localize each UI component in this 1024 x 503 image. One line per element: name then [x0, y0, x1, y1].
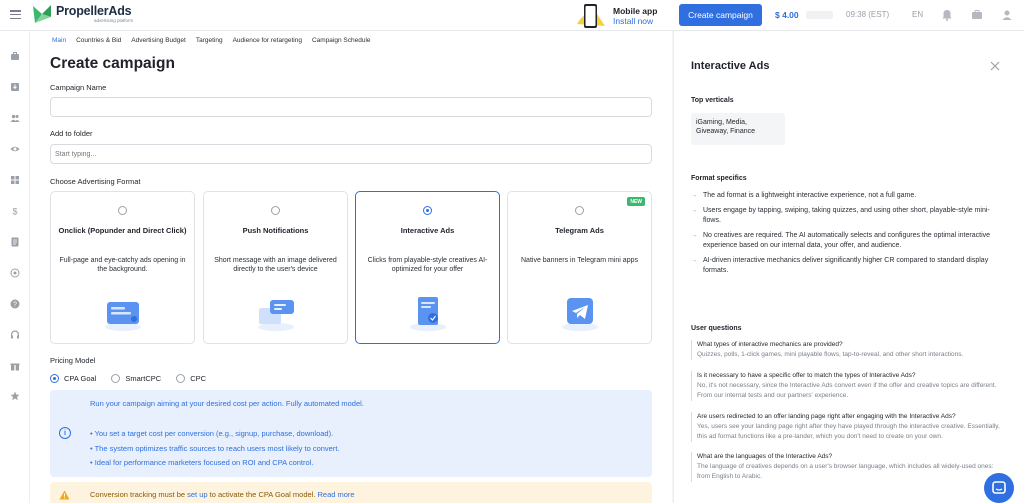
top-bar: [0, 0, 1024, 31]
pricing-option-label: SmartCPC: [125, 374, 162, 383]
info-item: • You set a target cost per conversion (e.g., signup, purchase, download).: [90, 429, 334, 438]
mobile-app-promo[interactable]: [575, 2, 657, 30]
install-now-link[interactable]: Install now: [613, 16, 654, 26]
push-illustration-icon: [254, 294, 298, 332]
folder-label: Add to folder: [50, 129, 93, 138]
logo-name: PropellerAds: [56, 4, 132, 18]
faq-answer: The language of creatives depends on a user's browser language, which includes all widely-used ones: from English to Arabic.: [697, 463, 994, 480]
format-label: Choose Advertising Format: [50, 177, 141, 186]
format-title: Telegram Ads: [555, 226, 604, 235]
pricing-model-label: Pricing Model: [50, 356, 96, 365]
format-info-panel: [673, 31, 1024, 503]
eye-icon[interactable]: [10, 144, 20, 154]
specific-item: → AI-driven interactive mechanics deliver significantly higher CR compared to standard display formats.: [691, 256, 1007, 277]
set-up-link[interactable]: set up: [187, 490, 208, 499]
panel-title: Interactive Ads: [691, 60, 770, 72]
radio-smartcpc[interactable]: [111, 374, 120, 383]
tab-targeting[interactable]: Targeting: [195, 37, 223, 44]
info-item: • The system optimizes traffic sources to reach users most likely to convert.: [90, 443, 340, 453]
grid-icon[interactable]: [10, 175, 20, 185]
main-content: [30, 31, 672, 503]
warning-box: [50, 482, 652, 503]
format-card-interactive[interactable]: [355, 191, 500, 344]
pricing-option-label: CPA Goal: [64, 374, 97, 383]
logo-icon: [31, 3, 53, 25]
format-radio-interactive[interactable]: [423, 206, 432, 215]
page-title: Create campaign: [50, 55, 175, 72]
logo[interactable]: [31, 3, 133, 25]
tab-bar: [52, 37, 371, 44]
briefcase-icon[interactable]: [10, 51, 20, 61]
document-icon[interactable]: [10, 237, 20, 247]
format-card-push[interactable]: [203, 191, 348, 344]
telegram-illustration-icon: [558, 294, 602, 332]
radio-cpa-goal[interactable]: [50, 374, 59, 383]
faq-question: What are the languages of the Interactive Ads?: [697, 453, 833, 460]
specific-item: → Users engage by tapping, swiping, taking quizzes, and using other short, playable-style mini-flows.: [691, 206, 1007, 227]
bell-icon[interactable]: [941, 9, 953, 21]
info-list: [90, 427, 340, 471]
menu-icon[interactable]: [10, 10, 21, 19]
pricing-info-box: [50, 390, 652, 477]
format-description: Clicks from playable-style creatives AI-optimized for your offer: [367, 257, 488, 274]
gift-icon[interactable]: [10, 361, 20, 371]
info-heading: Run your campaign aiming at your desired cost per action. Fully automated model.: [90, 399, 364, 408]
pricing-options: [50, 374, 221, 383]
format-card-onclick[interactable]: [50, 191, 195, 344]
pricing-option-smartcpc[interactable]: [111, 374, 161, 383]
format-title: Interactive Ads: [400, 226, 455, 235]
promo-title: Mobile app: [613, 5, 658, 16]
chat-button[interactable]: [984, 473, 1014, 503]
faq-answer: Yes, users see your landing page right after they have played through the interactive creative. Essentially, this ad format functions like a pre-lander, which you don't need to create on your own.: [697, 423, 1000, 440]
format-specifics-list: [691, 191, 1007, 281]
chat-icon: [984, 473, 1014, 503]
svg-text:?: ?: [13, 301, 17, 309]
format-description: Short message with an image delivered directly to the user's device: [214, 257, 337, 274]
tab-countries-bid[interactable]: Countries & Bid: [76, 37, 122, 44]
format-description: Native banners in Telegram mini apps: [521, 257, 638, 264]
interactive-illustration-icon: [406, 294, 450, 332]
format-description: Full-page and eye-catchy ads opening in the background.: [59, 257, 186, 274]
faq-question: What types of interactive mechanics are provided?: [697, 341, 843, 348]
top-verticals-value: iGaming, Media, Giveaway, Finance: [691, 113, 785, 145]
specific-item: → The ad format is a lightweight interactive experience, not a full game.: [691, 191, 1007, 202]
tab-advertising-budget[interactable]: Advertising Budget: [131, 37, 186, 44]
headset-icon[interactable]: [10, 330, 20, 340]
faq-item: [691, 371, 1007, 401]
tab-campaign-schedule[interactable]: Campaign Schedule: [311, 37, 371, 44]
info-icon: i: [59, 427, 71, 439]
dollar-icon[interactable]: [10, 206, 20, 216]
user-icon[interactable]: [1001, 9, 1013, 21]
pricing-option-label: CPC: [190, 374, 207, 383]
time-display: 09:38 (EST): [846, 10, 890, 19]
balance-bar: [806, 11, 833, 19]
warning-text: [90, 490, 355, 499]
warning-icon: [59, 490, 70, 500]
sidebar: [0, 31, 30, 503]
download-icon[interactable]: [10, 82, 20, 92]
pricing-option-cpa-goal[interactable]: [50, 374, 96, 383]
language-selector[interactable]: EN: [912, 10, 924, 19]
tab-audience-retargeting[interactable]: Audience for retargeting: [232, 37, 302, 44]
close-icon[interactable]: [990, 61, 1000, 71]
faq-item: [691, 412, 1007, 442]
new-badge: NEW: [627, 197, 645, 206]
eye-off-icon[interactable]: [10, 268, 20, 278]
format-title: Push Notifications: [242, 226, 309, 235]
folder-input[interactable]: [50, 144, 652, 164]
warning-text-part: to activate the CPA Goal model.: [207, 490, 318, 499]
campaign-name-label: Campaign Name: [50, 83, 107, 92]
specific-item: → No creatives are required. The AI automatically selects and configures the optimal interactive experience based on our internal data, your offer, and audience.: [691, 231, 1007, 252]
onclick-illustration-icon: [101, 294, 145, 332]
user-questions-heading: User questions: [691, 325, 742, 332]
faq-question: Is it necessary to have a specific offer to match the types of Interactive Ads?: [697, 372, 916, 379]
svg-text:$: $: [12, 206, 18, 216]
tab-main[interactable]: Main: [52, 37, 67, 44]
wallet-icon[interactable]: [971, 9, 983, 21]
create-campaign-button[interactable]: Create campaign: [679, 4, 762, 26]
faq-question: Are users redirected to an offer landing page right after engaging with the Interactive Ads?: [697, 413, 956, 420]
format-specifics-heading: Format specifics: [691, 175, 747, 182]
faq-answer: Quizzes, polls, 1-click games, mini playable flows, tap-to-reveal, and other short interactions.: [697, 351, 964, 358]
info-item: • Ideal for performance marketers focused on ROI and CPA control.: [90, 458, 314, 467]
star-icon[interactable]: [10, 391, 20, 401]
format-card-telegram[interactable]: [507, 191, 652, 344]
radio-cpc[interactable]: [176, 374, 185, 383]
campaign-name-input[interactable]: [50, 97, 652, 117]
faq-item: [691, 452, 1007, 482]
warning-text-part: Conversion tracking must be: [90, 490, 188, 499]
phone-icon: [575, 2, 609, 30]
format-radio-telegram[interactable]: [575, 206, 584, 215]
read-more-link[interactable]: Read more: [317, 490, 355, 499]
users-icon[interactable]: [10, 113, 20, 123]
top-verticals-heading: Top verticals: [691, 97, 734, 104]
balance[interactable]: $ 4.00: [775, 10, 799, 20]
format-radio-push[interactable]: [271, 206, 280, 215]
help-icon[interactable]: [10, 299, 20, 309]
logo-subtitle: advertising platform: [94, 17, 134, 23]
format-title: Onclick (Popunder and Direct Click): [58, 226, 187, 235]
pricing-option-cpc[interactable]: [176, 374, 206, 383]
faq-item: [691, 340, 1007, 360]
format-radio-onclick[interactable]: [118, 206, 127, 215]
faq-answer: No, it's not necessary, since the Interactive Ads convert even if the offer and creative topics are different. From our internal tests and our partners' experience.: [697, 382, 997, 399]
